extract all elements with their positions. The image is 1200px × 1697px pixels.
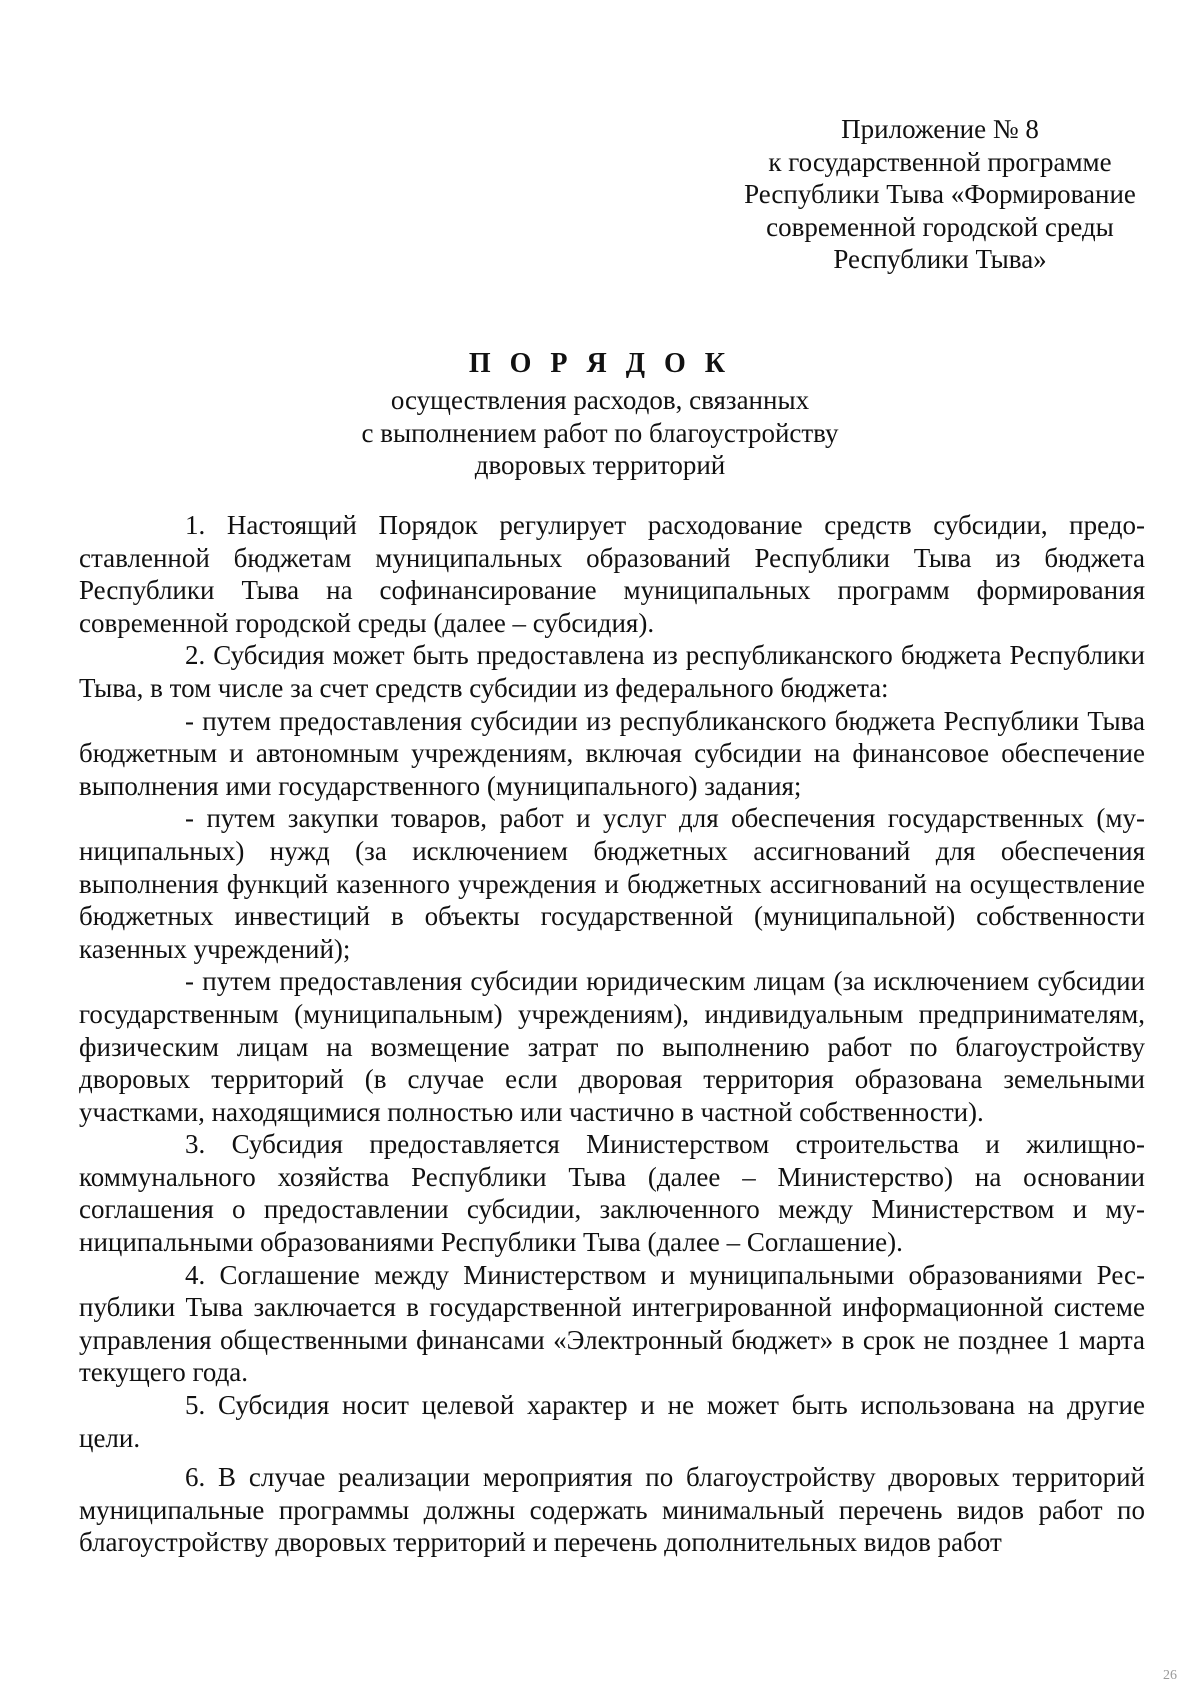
subtitle-line: с выполнением работ по благоустройству — [361, 417, 839, 448]
appendix-line: Республики Тыва «Формирование — [744, 179, 1136, 209]
paragraph-1: 1. Настоящий Порядок регулирует расходование средств субсидии, предоставленной бюджетам муниципальных образований Республики Тыва из бюджета Республики Тыва на софинансирование муниципальных программ формирования современной городской среды (далее – субсидия). — [79, 510, 1145, 638]
paragraph-4: 4. Соглашение между Министерством и муниципальными образованиями Республики Тыва заключается в государственной интегрированной информационной системе управления общественными финансами «Электронный бюджет» в срок не позднее 1 марта текущего года. — [79, 1259, 1145, 1388]
document-body — [79, 509, 1145, 1559]
appendix-header — [700, 113, 1180, 276]
appendix-line: Республики Тыва» — [833, 244, 1047, 274]
paragraph-5: 5. Субсидия носит целевой характер и не может быть использована на другие цели. — [79, 1390, 1145, 1453]
paragraph-6: 6. В случае реализации мероприятия по благоустройству дворовых территорий муниципальные программы должны содержать минимальный перечень видов работ по благоустройству дворовых территорий и перечень дополнительных видов работ — [79, 1462, 1145, 1558]
document-subtitle — [300, 384, 900, 482]
paragraph-2-item-3: - путем предоставления субсидии юридическим лицам (за исключением субсидии государственным (муниципальным) учреждениям), индивидуальным предпринимателям, физическим лицам на возмещение затрат по выполнению работ по благоустройству дворовых территорий (в случае если дворовая территория образована земельными участками, находящимися полностью или частично в частной собственности). — [79, 966, 1145, 1127]
appendix-line: к государственной программе — [768, 146, 1112, 177]
paragraph-2-item-2: - путем закупки товаров, работ и услуг для обеспечения государственных (муниципальных) нужд (за исключением бюджетных ассигнований для обеспечения выполнения функций казенного учреждения и бюджетных ассигнований на осуществление бюджетных инвестиций в объекты государственной (муниципальной) собственности казенных учреждений); — [79, 803, 1145, 964]
appendix-line: современной городской среды — [766, 211, 1114, 242]
appendix-line: Приложение № 8 — [841, 114, 1039, 144]
paragraph-2-item-1: - путем предоставления субсидии из республиканского бюджета Республики Тыва бюджетным и автономным учреждениям, включая субсидии на финансовое обеспечение выполнения ими государственного (муниципального) задания; — [79, 705, 1145, 801]
subtitle-line: дворовых территорий — [474, 450, 726, 480]
subtitle-line: осуществления расходов, связанных — [390, 385, 810, 415]
document-heading: П О Р Я Д О К — [468, 348, 732, 379]
paragraph-3: 3. Субсидия предоставляется Министерством строительства и жилищно-коммунального хозяйства Республики Тыва (далее – Министерство) на основании соглашения о предоставлении субсидии, заключенного между Министерством и муниципальными образованиями Республики Тыва (далее – Соглашение). — [79, 1129, 1145, 1258]
page-number: 26 — [1163, 1668, 1177, 1683]
paragraph-2: 2. Субсидия может быть предоставлена из республиканского бюджета Республики Тыва, в том числе за счет средств субсидии из федерального бюджета: — [79, 640, 1145, 703]
document-title-block — [300, 344, 900, 482]
